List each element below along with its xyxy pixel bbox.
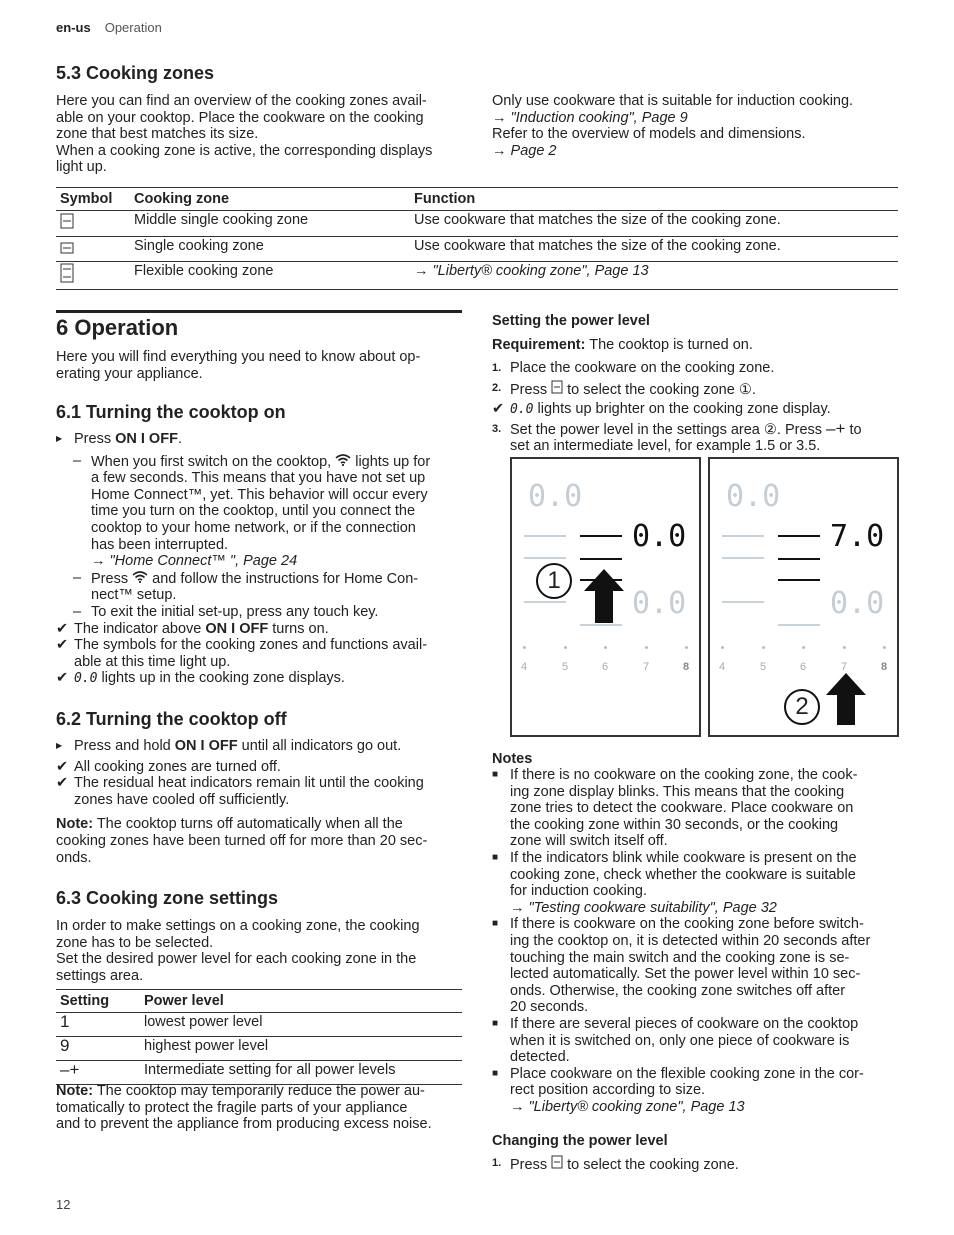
- zone-selector-bar: [778, 558, 820, 560]
- triangle-bullet-icon: ▶: [56, 741, 63, 750]
- col-power-level: Power level: [140, 990, 462, 1013]
- scale-dot: [802, 646, 805, 649]
- text-line: tomatically to protect the fragile parts of your appliance: [56, 1099, 408, 1116]
- list-item: [56, 738, 466, 755]
- level-cell: lowest power level: [140, 1013, 462, 1037]
- scale-label: 8: [881, 661, 888, 673]
- zone-indicator: [580, 624, 622, 626]
- note-label: Note:: [56, 1083, 94, 1099]
- zone-display-active: 7.0: [830, 519, 885, 554]
- scale-dot: [604, 646, 607, 649]
- text-span: to select the cooking zone ①.: [567, 381, 756, 398]
- zone-indicator: [524, 557, 566, 559]
- wifi-icon: [132, 570, 148, 583]
- text-line: When a cooking zone is active, the corresponding displays: [56, 142, 433, 159]
- text-line: If there is cookware on the cooking zone before switch-: [510, 916, 864, 933]
- text-span: The indicator above: [74, 620, 206, 637]
- arrow-up-icon: [584, 569, 624, 623]
- level-cell: highest power level: [140, 1037, 462, 1061]
- text-line: cooktop to your home network, or if the connection: [91, 519, 416, 536]
- text-line: lected automatically. Set the power level within 10 sec-: [510, 966, 861, 983]
- col-setting: Setting: [56, 990, 140, 1013]
- text-line: erating your appliance.: [56, 365, 203, 382]
- requirement: [492, 337, 753, 354]
- turning-on-steps: [56, 431, 466, 688]
- note: [56, 1083, 466, 1133]
- checkmark-icon: ✔: [56, 620, 69, 637]
- arrow-up-icon: [826, 673, 866, 725]
- display-symbol: 0.0: [74, 671, 98, 687]
- text-line: Place cookware on the flexible cooking zone in the cor-: [510, 1065, 864, 1082]
- callout-2: 2: [784, 689, 820, 725]
- text-line: when it is switched on, only one piece of cookware is: [510, 1032, 850, 1049]
- level-cell: Intermediate setting for all power levels: [140, 1061, 462, 1085]
- text-line: touching the main switch and the cooking zone is se-: [510, 949, 850, 966]
- zone-display-low: 0.0: [830, 586, 885, 621]
- text-span: and follow the instructions for Home Con-: [152, 570, 419, 587]
- dash-bullet: –: [73, 603, 82, 620]
- operation-intro: [56, 349, 466, 382]
- text-line: able at this time light up.: [74, 653, 231, 670]
- note: [56, 816, 466, 866]
- zone-single-icon: [60, 238, 74, 256]
- scale-dot: [564, 646, 567, 649]
- table-row: [56, 1037, 462, 1061]
- text-span: Set the power level in the settings area ②. Press: [510, 421, 823, 438]
- list-item: [56, 570, 466, 604]
- zone-display-top: 0.0: [528, 479, 583, 514]
- zone-settings-intro: [56, 918, 466, 984]
- step-number: 3.: [492, 422, 502, 435]
- text-span: lights up for: [355, 453, 431, 470]
- display-symbol: 0.0: [510, 402, 534, 418]
- scale-dot: [843, 646, 846, 649]
- zone-indicator: [524, 535, 566, 537]
- text-span: Press and hold: [74, 738, 175, 754]
- list-item: [56, 621, 466, 638]
- control-panel-right: [708, 457, 899, 737]
- col-function: Function: [410, 188, 898, 211]
- dash-bullet: –: [73, 569, 82, 586]
- cooking-zone-table: [56, 187, 898, 290]
- table-row: [56, 211, 898, 237]
- text-line: the cooking zone within 30 seconds, or the cooking: [510, 816, 839, 833]
- text-span: When you first switch on the cooktop,: [91, 453, 332, 470]
- text-span: Press: [510, 1157, 548, 1173]
- setting-power-title: Setting the power level: [492, 313, 650, 329]
- text-line: able on your cooktop. Place the cookware on the cooking: [56, 109, 424, 126]
- scale-label: 5: [760, 661, 767, 673]
- text-line: settings area.: [56, 967, 144, 984]
- text-span: The cooktop may temporarily reduce the power au-: [93, 1083, 425, 1099]
- notes-title: Notes: [492, 751, 533, 767]
- text-span: The cooktop is turned on.: [585, 337, 753, 353]
- on-off-key-label: ON I OFF: [115, 431, 178, 447]
- text-line: Here you can find an overview of the cooking zones avail-: [56, 93, 427, 109]
- text-span: lights up in the cooking zone displays.: [101, 670, 345, 687]
- list-item: [492, 418, 902, 455]
- induction-cooking-link[interactable]: → "Induction cooking", Page 9: [492, 109, 688, 126]
- zone-cell: Middle single cooking zone: [130, 211, 410, 237]
- list-item: [56, 431, 466, 448]
- requirement-label: Requirement:: [492, 337, 586, 353]
- text-span: Press: [510, 381, 548, 398]
- text-line: nect™ setup.: [91, 587, 177, 604]
- text-line: If there is no cookware on the cooking zone, the cook-: [510, 767, 858, 783]
- setting-cell: –+: [56, 1061, 140, 1085]
- text-line: Home Connect™, yet. This behavior will occur every: [91, 486, 428, 503]
- text-span: lights up brighter on the cooking zone display.: [537, 401, 831, 418]
- callout-1: 1: [536, 563, 572, 599]
- list-item: [56, 637, 466, 670]
- page-2-link[interactable]: → Page 2: [492, 142, 557, 159]
- zone-display-top: 0.0: [726, 479, 781, 514]
- turning-off-title: 6.2 Turning the cooktop off: [56, 709, 287, 729]
- text-span: Press: [91, 570, 129, 587]
- step-number: 2.: [492, 381, 502, 394]
- table-row: [56, 236, 898, 262]
- cooking-zones-right-text: [492, 93, 902, 159]
- text-line: zone will switch itself off.: [510, 833, 668, 850]
- on-off-key-label: ON I OFF: [205, 620, 269, 637]
- text-line: cooking zone, check whether the cookware is suitable: [510, 866, 856, 883]
- square-bullet-icon: ■: [492, 851, 499, 863]
- testing-cookware-link[interactable]: → "Testing cookware suitability", Page 32: [510, 899, 777, 916]
- text-line: onds.: [56, 849, 92, 866]
- text-line: zone has to be selected.: [56, 934, 214, 951]
- function-cell: Use cookware that matches the size of the cooking zone.: [410, 236, 898, 262]
- zone-settings-title: 6.3 Cooking zone settings: [56, 888, 279, 908]
- text-line: The residual heat indicators remain lit until the cooking: [74, 775, 424, 792]
- text-line: In order to make settings on a cooking zone, the cooking: [56, 918, 420, 934]
- turning-off-steps: [56, 738, 466, 866]
- text-line: detected.: [510, 1049, 570, 1066]
- symbol-cell: [56, 262, 130, 290]
- page-number: 12: [56, 1197, 71, 1212]
- checkmark-icon: ✔: [492, 401, 505, 418]
- text-line: Set the desired power level for each cooking zone in the: [56, 951, 417, 968]
- text-line: rect position according to size.: [510, 1082, 706, 1099]
- square-bullet-icon: ■: [492, 1017, 499, 1029]
- function-cell: Use cookware that matches the size of the cooking zone.: [410, 211, 898, 237]
- list-item: [492, 916, 902, 1016]
- step-number: 1.: [492, 362, 502, 374]
- on-off-key-label: ON I OFF: [174, 738, 238, 754]
- text-span: All cooking zones are turned off.: [74, 758, 281, 775]
- zone-flexible-icon: [60, 263, 74, 283]
- turning-on-title: 6.1 Turning the cooktop on: [56, 402, 286, 422]
- text-line: If there are several pieces of cookware on the cooktop: [510, 1015, 859, 1032]
- scale-label: 8: [683, 661, 690, 673]
- zone-selector-bar: [778, 579, 820, 581]
- text-line: onds. Otherwise, the cooking zone switches off after: [510, 982, 846, 999]
- cooking-zones-title: 5.3 Cooking zones: [56, 63, 215, 83]
- list-item: [56, 670, 466, 688]
- changing-power-title: Changing the power level: [492, 1133, 668, 1149]
- list-item: [56, 759, 466, 776]
- list-item: [56, 604, 466, 621]
- liberty-link[interactable]: → "Liberty® cooking zone", Page 13: [510, 1098, 745, 1115]
- checkmark-icon: ✔: [56, 775, 69, 792]
- zone-cell: Single cooking zone: [130, 236, 410, 262]
- scale-dot: [883, 646, 886, 649]
- square-bullet-icon: ■: [492, 769, 499, 780]
- text-line: has been interrupted.: [91, 536, 229, 553]
- text-line: set an intermediate level, for example 1.5 or 3.5.: [510, 438, 821, 455]
- zone-indicator: [722, 557, 764, 559]
- text-line: ing the cooktop on, it is detected within 20 seconds after: [510, 932, 871, 949]
- square-bullet-icon: ■: [492, 918, 499, 930]
- zone-indicator: [524, 601, 566, 603]
- text-line: a few seconds. This means that you have not set up: [91, 470, 426, 487]
- zone-indicator: [722, 535, 764, 537]
- text-line: If the indicators blink while cookware is present on the: [510, 849, 857, 866]
- list-item: [492, 1066, 902, 1116]
- zone-middle-icon: [60, 212, 74, 230]
- zone-display-low: 0.0: [632, 586, 687, 621]
- running-header: [56, 20, 162, 37]
- scale-label: 6: [800, 661, 807, 673]
- text-span: .: [177, 431, 182, 447]
- text-span: turns on.: [268, 620, 329, 637]
- checkmark-icon: ✔: [56, 758, 69, 775]
- table-row: [56, 1013, 462, 1037]
- triangle-bullet-icon: ▶: [56, 434, 63, 443]
- table-row: [56, 262, 898, 290]
- table-row: [56, 1061, 462, 1085]
- list-item: [492, 401, 902, 419]
- scale-label: 7: [841, 661, 848, 673]
- list-item: [492, 360, 902, 377]
- scale-label: 6: [602, 661, 609, 673]
- liberty-link[interactable]: → "Liberty® cooking zone", Page 13: [410, 262, 898, 290]
- scale-label: 4: [521, 661, 528, 673]
- step-number: 1.: [492, 1157, 502, 1169]
- col-symbol: Symbol: [56, 188, 130, 211]
- text-span: to: [849, 421, 862, 438]
- text-line: Refer to the overview of models and dimensions.: [492, 126, 806, 143]
- list-item: [56, 453, 466, 570]
- scale-label: 4: [719, 661, 726, 673]
- zone-selector-bar: [778, 535, 820, 537]
- power-steps: [492, 360, 902, 455]
- notes-list: [492, 767, 902, 1115]
- dash-bullet: –: [73, 452, 82, 469]
- symbol-cell: [56, 211, 130, 237]
- text-line: cooking zones have been turned off for more than 20 sec-: [56, 832, 428, 849]
- scale-label: 5: [562, 661, 569, 673]
- zone-cell: Flexible cooking zone: [130, 262, 410, 290]
- control-panel-left: [510, 457, 701, 737]
- text-line: zones have cooled off sufficiently.: [74, 791, 290, 808]
- text-line: zone that best matches its size.: [56, 126, 259, 143]
- scale-dot: [685, 646, 688, 649]
- zone-selector-bar: [580, 535, 622, 537]
- checkmark-icon: ✔: [56, 670, 69, 687]
- text-span: Place the cookware on the cooking zone.: [510, 360, 775, 376]
- checkmark-icon: ✔: [56, 637, 69, 654]
- zone-indicator: [778, 624, 820, 626]
- text-line: for induction cooking.: [510, 883, 648, 900]
- note-label: Note:: [56, 816, 94, 833]
- text-line: light up.: [56, 159, 107, 176]
- setting-cell: 1: [56, 1013, 140, 1037]
- scale-dot: [721, 646, 724, 649]
- wifi-icon: [335, 453, 351, 466]
- square-bullet-icon: ■: [492, 1067, 499, 1079]
- cooking-zones-intro: [56, 93, 466, 176]
- home-connect-link[interactable]: → "Home Connect™ ", Page 24: [91, 553, 298, 570]
- scale-label: 7: [643, 661, 650, 673]
- zone-middle-icon: [551, 380, 563, 394]
- list-item: [492, 380, 902, 399]
- text-line: and to prevent the appliance from producing excess noise.: [56, 1116, 432, 1133]
- list-item: [492, 767, 902, 850]
- text-line: zone tries to detect the cookware. Place cookware on: [510, 800, 854, 817]
- text-line: Here you will find everything you need to know about op-: [56, 349, 421, 365]
- setting-cell: 9: [56, 1037, 140, 1061]
- list-item: [492, 850, 902, 916]
- text-span: To exit the initial set-up, press any touch key.: [91, 603, 379, 620]
- header-lang: en-us: [56, 20, 91, 35]
- text-line: ing zone display blinks. This means that the cooking: [510, 783, 845, 800]
- list-item: [492, 1016, 902, 1066]
- power-level-table: [56, 989, 462, 1085]
- text-line: time you turn on the cooktop, until you connect the: [91, 503, 416, 520]
- text-span: The cooktop turns off automatically when all the: [93, 816, 403, 833]
- text-line: 20 seconds.: [510, 999, 589, 1016]
- section-rule: [56, 310, 462, 313]
- col-zone: Cooking zone: [130, 188, 410, 211]
- operation-title: 6 Operation: [56, 315, 179, 340]
- zone-selector-bar: [580, 558, 622, 560]
- intermediate-symbol: –+: [826, 418, 846, 438]
- zone-middle-icon: [551, 1155, 563, 1169]
- scale-dot: [762, 646, 765, 649]
- text-span: until all indicators go out.: [237, 738, 402, 754]
- header-section: Operation: [104, 20, 162, 35]
- scale-dot: [645, 646, 648, 649]
- scale-dot: [523, 646, 526, 649]
- list-item: [56, 775, 466, 808]
- text-line: Only use cookware that is suitable for induction cooking.: [492, 93, 854, 109]
- text-span: to select the cooking zone.: [567, 1157, 739, 1173]
- symbol-cell: [56, 236, 130, 262]
- zone-indicator: [722, 601, 764, 603]
- text-span: Press: [74, 431, 116, 447]
- zone-display-active: 0.0: [632, 519, 687, 554]
- text-line: The symbols for the cooking zones and functions avail-: [74, 637, 428, 654]
- list-item: [492, 1155, 910, 1174]
